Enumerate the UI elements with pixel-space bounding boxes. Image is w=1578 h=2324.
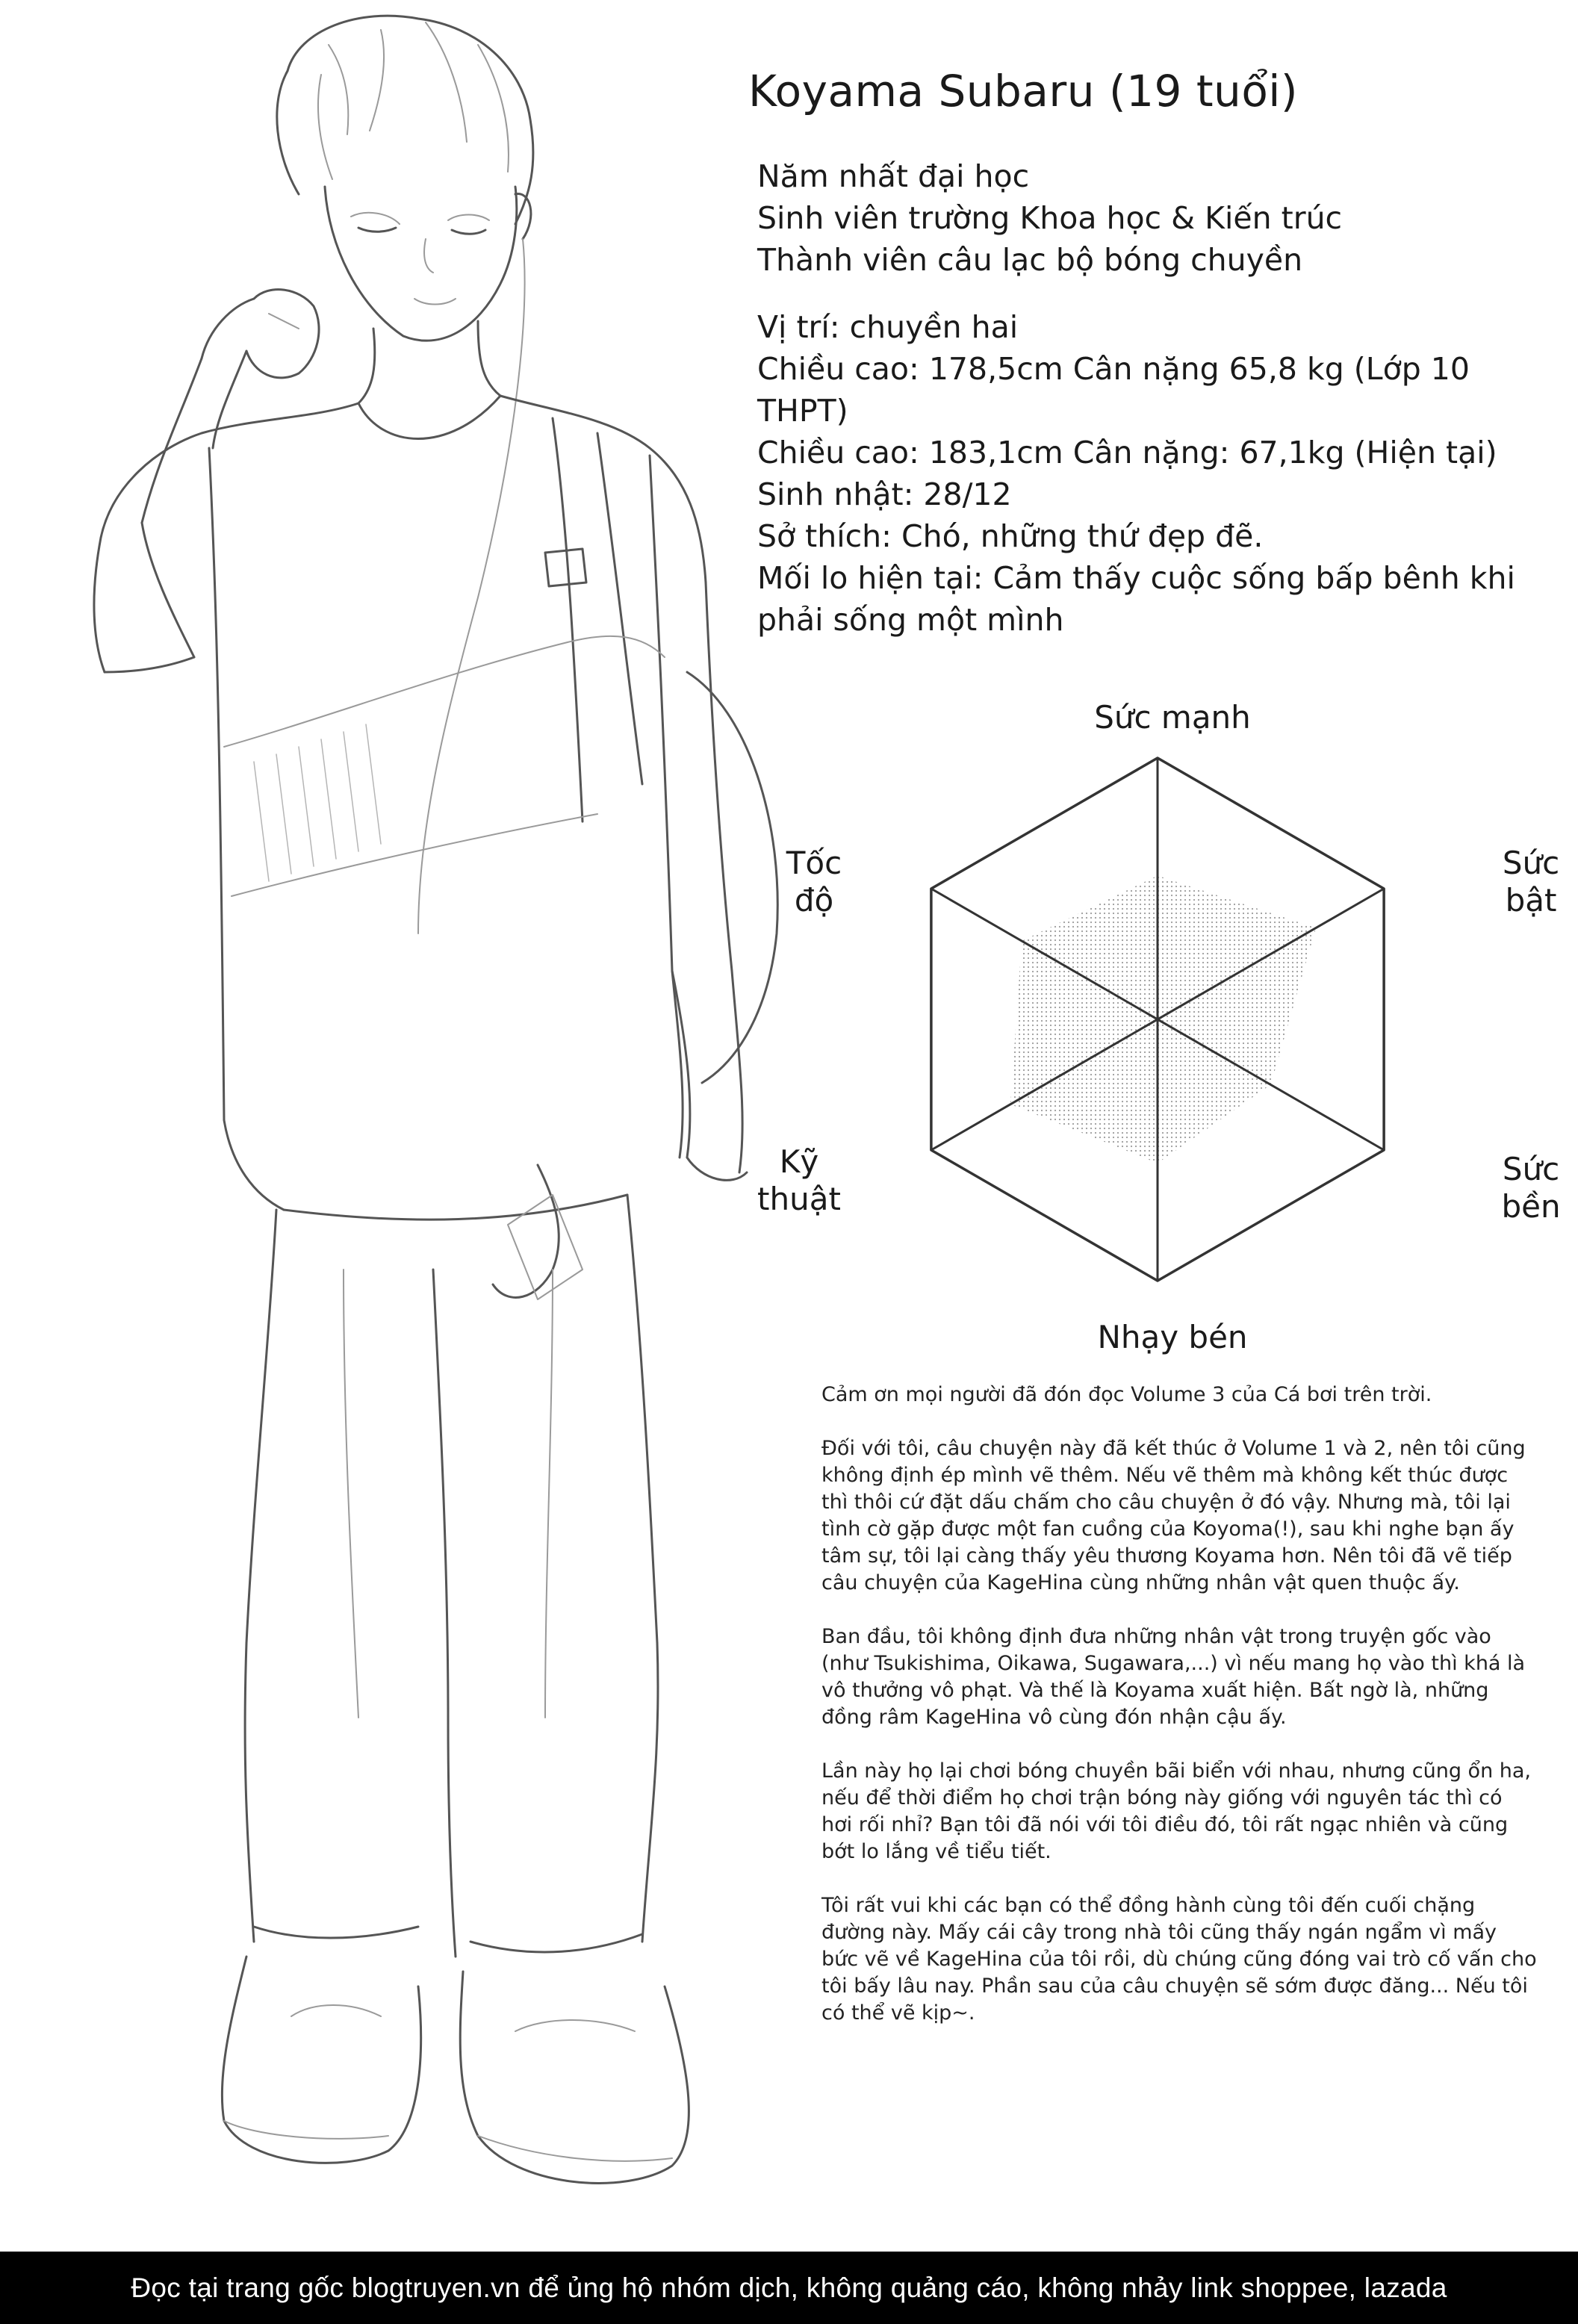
radar-axis-label: Sức mạnh <box>1094 699 1251 736</box>
profile-worry: Mối lo hiện tại: Cảm thấy cuộc sống bấp bênh khi phải sống một mình <box>757 560 1515 638</box>
footer-banner <box>0 2252 1578 2324</box>
afterword-paragraph: Đối với tôi, câu chuyện này đã kết thúc ở Volume 1 và 2, nên tôi cũng không định ép mình vẽ thêm. Nếu vẽ thêm mà không kết thúc được thì thôi cứ đặt dấu chấm cho câu chuyện ở đó vậy. Nhưng mà, tôi lại tình cờ gặp được một fan cuồng của Koyoma(!), sau khi nghe bạn ấy tâm sự, tôi lại càng thấy yêu thương Koyama hơn. Nên tôi đã vẽ tiếp câu chuyện của KageHina cùng những nhân vật quen thuộc ấy. <box>821 1437 1526 1594</box>
profile-position: Vị trí: chuyền hai <box>757 309 1019 345</box>
afterword-paragraph: Ban đầu, tôi không định đưa những nhân vật trong truyện gốc vào (như Tsukishima, Oikawa, Sugawara,...) vì nếu mang họ vào thì khá là vô thưởng vô phạt. Và thế là Koyama xuất hiện. Bất ngờ là, những đồng râm KageHina vô cùng đón nhận cậu ấy. <box>821 1625 1526 1729</box>
profile-year: Năm nhất đại học <box>757 158 1030 194</box>
footer-text: Đọc tại trang gốc blogtruyen.vn để ủng hộ nhóm dịch, không quảng cáo, không nhảy link shoppee, lazada <box>131 2272 1447 2303</box>
radar-axis-label: Sức bền <box>1501 1151 1561 1225</box>
profile-title: Koyama Subaru (19 tuổi) <box>748 66 1299 116</box>
stat-radar-chart <box>757 665 1561 1355</box>
profile-club: Thành viên câu lạc bộ bóng chuyền <box>757 242 1303 278</box>
stat-value-area <box>1010 876 1316 1163</box>
radar-axis-label: Tốc độ <box>786 845 842 919</box>
profile-hobbies: Sở thích: Chó, những thứ đẹp đẽ. <box>757 518 1264 554</box>
profile-height-now: Chiều cao: 183,1cm Cân nặng: 67,1kg (Hiện tại) <box>757 435 1497 470</box>
profile-school-info <box>757 155 1549 281</box>
profile-details <box>757 306 1549 641</box>
profile-birthday: Sinh nhật: 28/12 <box>757 476 1012 512</box>
radar-axis-label: Kỹ thuật <box>757 1143 841 1217</box>
profile-school: Sinh viên trường Khoa học & Kiến trúc <box>757 200 1343 236</box>
profile-height-grade10: Chiều cao: 178,5cm Cân nặng 65,8 kg (Lớp 10 THPT) <box>757 351 1470 429</box>
afterword-paragraph: Tôi rất vui khi các bạn có thể đồng hành cùng tôi đến cuối chặng đường này. Mấy cái cây trong nhà tôi cũng thấy ngán ngẩm vì mấy bức vẽ về KageHina của tôi rồi, dù chúng cũng đóng vai trò cố vấn cho tôi bấy lâu nay. Phần sau của câu chuyện sẽ sớm được đăng... Nếu tôi có thể vẽ kịp~. <box>821 1894 1537 2025</box>
radar-axis-label: Nhạy bén <box>1097 1319 1248 1355</box>
afterword-section <box>821 1382 1538 2054</box>
radar-axis-label: Sức bật <box>1502 845 1560 919</box>
character-sketch-illustration <box>30 0 792 2248</box>
afterword-paragraph: Cảm ơn mọi người đã đón đọc Volume 3 của Cá bơi trên trời. <box>821 1383 1432 1406</box>
afterword-paragraph: Lần này họ lại chơi bóng chuyền bãi biển với nhau, nhưng cũng ổn ha, nếu để thời điểm họ chơi trận bóng này giống với nguyên tác thì có hơi rối nhỉ? Bạn tôi đã nói với tôi điều đó, tôi rất ngạc nhiên và cũng bớt lo lắng về tiểu tiết. <box>821 1759 1532 1863</box>
